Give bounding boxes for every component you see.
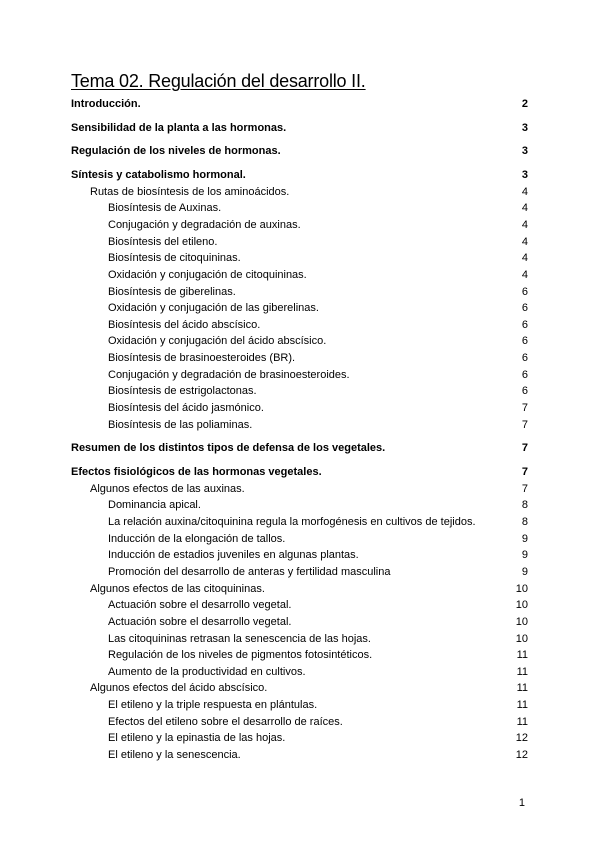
toc-entry-label: Las citoquininas retrasan la senescencia de las hojas. (108, 632, 371, 645)
toc-entry[interactable] (0, 384, 600, 398)
toc-entry[interactable] (0, 548, 600, 562)
toc-entry[interactable] (0, 121, 600, 135)
toc-entry-page: 4 (521, 252, 528, 265)
toc-entry-label: El etileno y la epinastia de las hojas. (108, 732, 286, 745)
toc-entry-page: 11 (516, 699, 528, 712)
toc-entry-label: Regulación de los niveles de pigmentos fotosintéticos. (108, 649, 373, 662)
toc-entry[interactable] (0, 441, 600, 455)
toc-entry-page: 6 (521, 318, 528, 331)
toc-entry[interactable] (0, 97, 600, 111)
toc-entry[interactable] (0, 401, 600, 415)
document-title: Tema 02. Regulación del desarrollo II. (71, 71, 366, 91)
toc-entry-label: Biosíntesis de Auxinas. (108, 202, 222, 215)
toc-entry-label: El etileno y la senescencia. (108, 749, 241, 761)
toc-entry-page: 4 (521, 235, 528, 248)
toc-entry-label: Efectos fisiológicos de las hormonas vegetales. (71, 466, 322, 478)
toc-entry-label: La relación auxina/citoquinina regula la morfogénesis en cultivos de tejidos. (108, 515, 476, 528)
toc-entry-page: 10 (515, 632, 528, 645)
toc-entry-page: 6 (521, 352, 528, 365)
toc-entry[interactable] (0, 218, 600, 232)
toc-entry-page: 3 (521, 169, 528, 181)
toc-entry[interactable] (0, 698, 600, 712)
toc-entry-label: Regulación de los niveles de hormonas. (71, 145, 281, 158)
toc-entry-label: Efectos del etileno sobre el desarrollo de raíces. (108, 715, 343, 728)
toc-entry-page: 4 (521, 268, 528, 281)
toc-entry-page: 12 (515, 732, 528, 745)
toc-entry-label: Algunos efectos del ácido abscísico. (90, 682, 268, 695)
toc-entry-page: 6 (521, 302, 528, 315)
toc-entry-page: 8 (521, 515, 528, 528)
toc-entry-label: Promoción del desarrollo de anteras y fertilidad masculina (108, 565, 391, 578)
toc-entry[interactable] (0, 235, 600, 249)
toc-entry-label: Biosíntesis de las poliaminas. (108, 418, 253, 431)
toc-entry[interactable] (0, 334, 600, 348)
toc-entry-label: Biosíntesis de estrigolactonas. (108, 385, 257, 398)
toc-entry-page: 9 (521, 532, 528, 545)
toc-entry-label: Actuación sobre el desarrollo vegetal. (108, 615, 292, 628)
toc-entry-page: 2 (521, 98, 528, 110)
toc-entry-label: Rutas de biosíntesis de los aminoácidos. (90, 185, 290, 198)
toc-entry-page: 4 (521, 218, 528, 231)
toc-entry[interactable] (0, 598, 600, 612)
toc-entry[interactable] (0, 615, 600, 629)
toc-entry-page: 11 (516, 682, 528, 695)
toc-entry[interactable] (0, 318, 600, 332)
toc-entry-label: Biosíntesis de brasinoesteroides (BR). (108, 352, 296, 365)
toc-entry[interactable] (0, 201, 600, 215)
toc-entry-label: Biosíntesis de giberelinas. (108, 285, 236, 298)
toc-entry-label: Dominancia apical. (108, 499, 201, 512)
toc-entry[interactable] (0, 482, 600, 496)
toc-entry[interactable] (0, 251, 600, 265)
toc-entry-label: Biosíntesis del ácido jasmónico. (108, 402, 264, 414)
toc-entry[interactable] (0, 498, 600, 512)
toc-entry-page: 11 (516, 715, 528, 728)
toc-entry[interactable] (0, 582, 600, 596)
toc-entry-page: 10 (515, 599, 528, 612)
toc-entry[interactable] (0, 565, 600, 579)
toc-entry-label: Algunos efectos de las auxinas. (90, 482, 245, 495)
toc-entry-label: Introducción. (71, 98, 141, 110)
toc-entry-page: 7 (521, 466, 528, 478)
toc-entry[interactable] (0, 532, 600, 546)
toc-entry-label: Inducción de la elongación de tallos. (108, 532, 286, 545)
toc-entry[interactable] (0, 731, 600, 745)
toc-entry-page: 4 (521, 185, 528, 198)
toc-entry[interactable] (0, 351, 600, 365)
toc-entry-label: Algunos efectos de las citoquininas. (90, 582, 265, 595)
toc-entry-page: 6 (521, 385, 528, 398)
toc-entry[interactable] (0, 268, 600, 282)
toc-entry[interactable] (0, 632, 600, 646)
toc-entry-label: Oxidación y conjugación del ácido abscísico. (108, 335, 327, 348)
toc-entry-page: 8 (521, 499, 528, 512)
toc-entry-label: Síntesis y catabolismo hormonal. (71, 169, 246, 181)
toc-entry-label: Conjugación y degradación de auxinas. (108, 218, 301, 231)
toc-entry-label: Biosíntesis de citoquininas. (108, 252, 241, 265)
toc-entry-page: 11 (516, 665, 528, 678)
toc-entry[interactable] (0, 681, 600, 695)
toc-entry[interactable] (0, 368, 600, 382)
toc-entry-label: Biosíntesis del ácido abscísico. (108, 318, 261, 331)
toc-entry-page: 12 (515, 749, 528, 761)
toc-entry-label: Biosíntesis del etileno. (108, 235, 218, 248)
toc-entry-page: 4 (521, 202, 528, 215)
toc-entry-page: 10 (515, 615, 528, 628)
toc-entry[interactable] (0, 168, 600, 182)
toc-entry-label: Aumento de la productividad en cultivos. (108, 665, 306, 678)
toc-entry[interactable] (0, 715, 600, 729)
toc-entry-page: 9 (521, 549, 528, 562)
toc-entry[interactable] (0, 301, 600, 315)
toc-entry[interactable] (0, 185, 600, 199)
toc-entry-page: 7 (521, 482, 528, 495)
toc-entry-page: 11 (516, 649, 528, 662)
toc-entry[interactable] (0, 465, 600, 479)
toc-entry-page: 6 (521, 335, 528, 348)
toc-entry-page: 9 (521, 565, 528, 578)
toc-entry-page: 6 (521, 368, 528, 381)
toc-entry[interactable] (0, 648, 600, 662)
toc-entry[interactable] (0, 748, 600, 762)
toc-entry-label: El etileno y la triple respuesta en plántulas. (108, 699, 318, 712)
toc-entry[interactable] (0, 285, 600, 299)
toc-entry[interactable] (0, 144, 600, 158)
toc-entry[interactable] (0, 665, 600, 679)
toc-entry[interactable] (0, 515, 600, 529)
toc-entry-label: Oxidación y conjugación de las giberelinas. (108, 302, 319, 315)
toc-entry-page: 7 (521, 442, 528, 455)
toc-entry-label: Oxidación y conjugación de citoquininas. (108, 268, 307, 281)
toc-entry-page: 3 (521, 145, 528, 158)
toc-entry-page: 7 (521, 418, 528, 431)
toc-entry-label: Sensibilidad de la planta a las hormonas. (71, 121, 287, 134)
toc-entry-label: Conjugación y degradación de brasinoesteroides. (108, 368, 350, 381)
toc-entry-page: 3 (521, 121, 528, 134)
toc-entry-page: 6 (521, 285, 528, 298)
toc-entry[interactable] (0, 418, 600, 432)
toc-entry-label: Actuación sobre el desarrollo vegetal. (108, 599, 292, 612)
toc-entry-page: 10 (515, 582, 528, 595)
toc-entry-label: Resumen de los distintos tipos de defensa de los vegetales. (71, 442, 386, 455)
toc-entry-page: 7 (521, 402, 528, 414)
page-number-text: 1 (518, 797, 525, 809)
toc-entry-label: Inducción de estadios juveniles en algunas plantas. (108, 549, 359, 562)
